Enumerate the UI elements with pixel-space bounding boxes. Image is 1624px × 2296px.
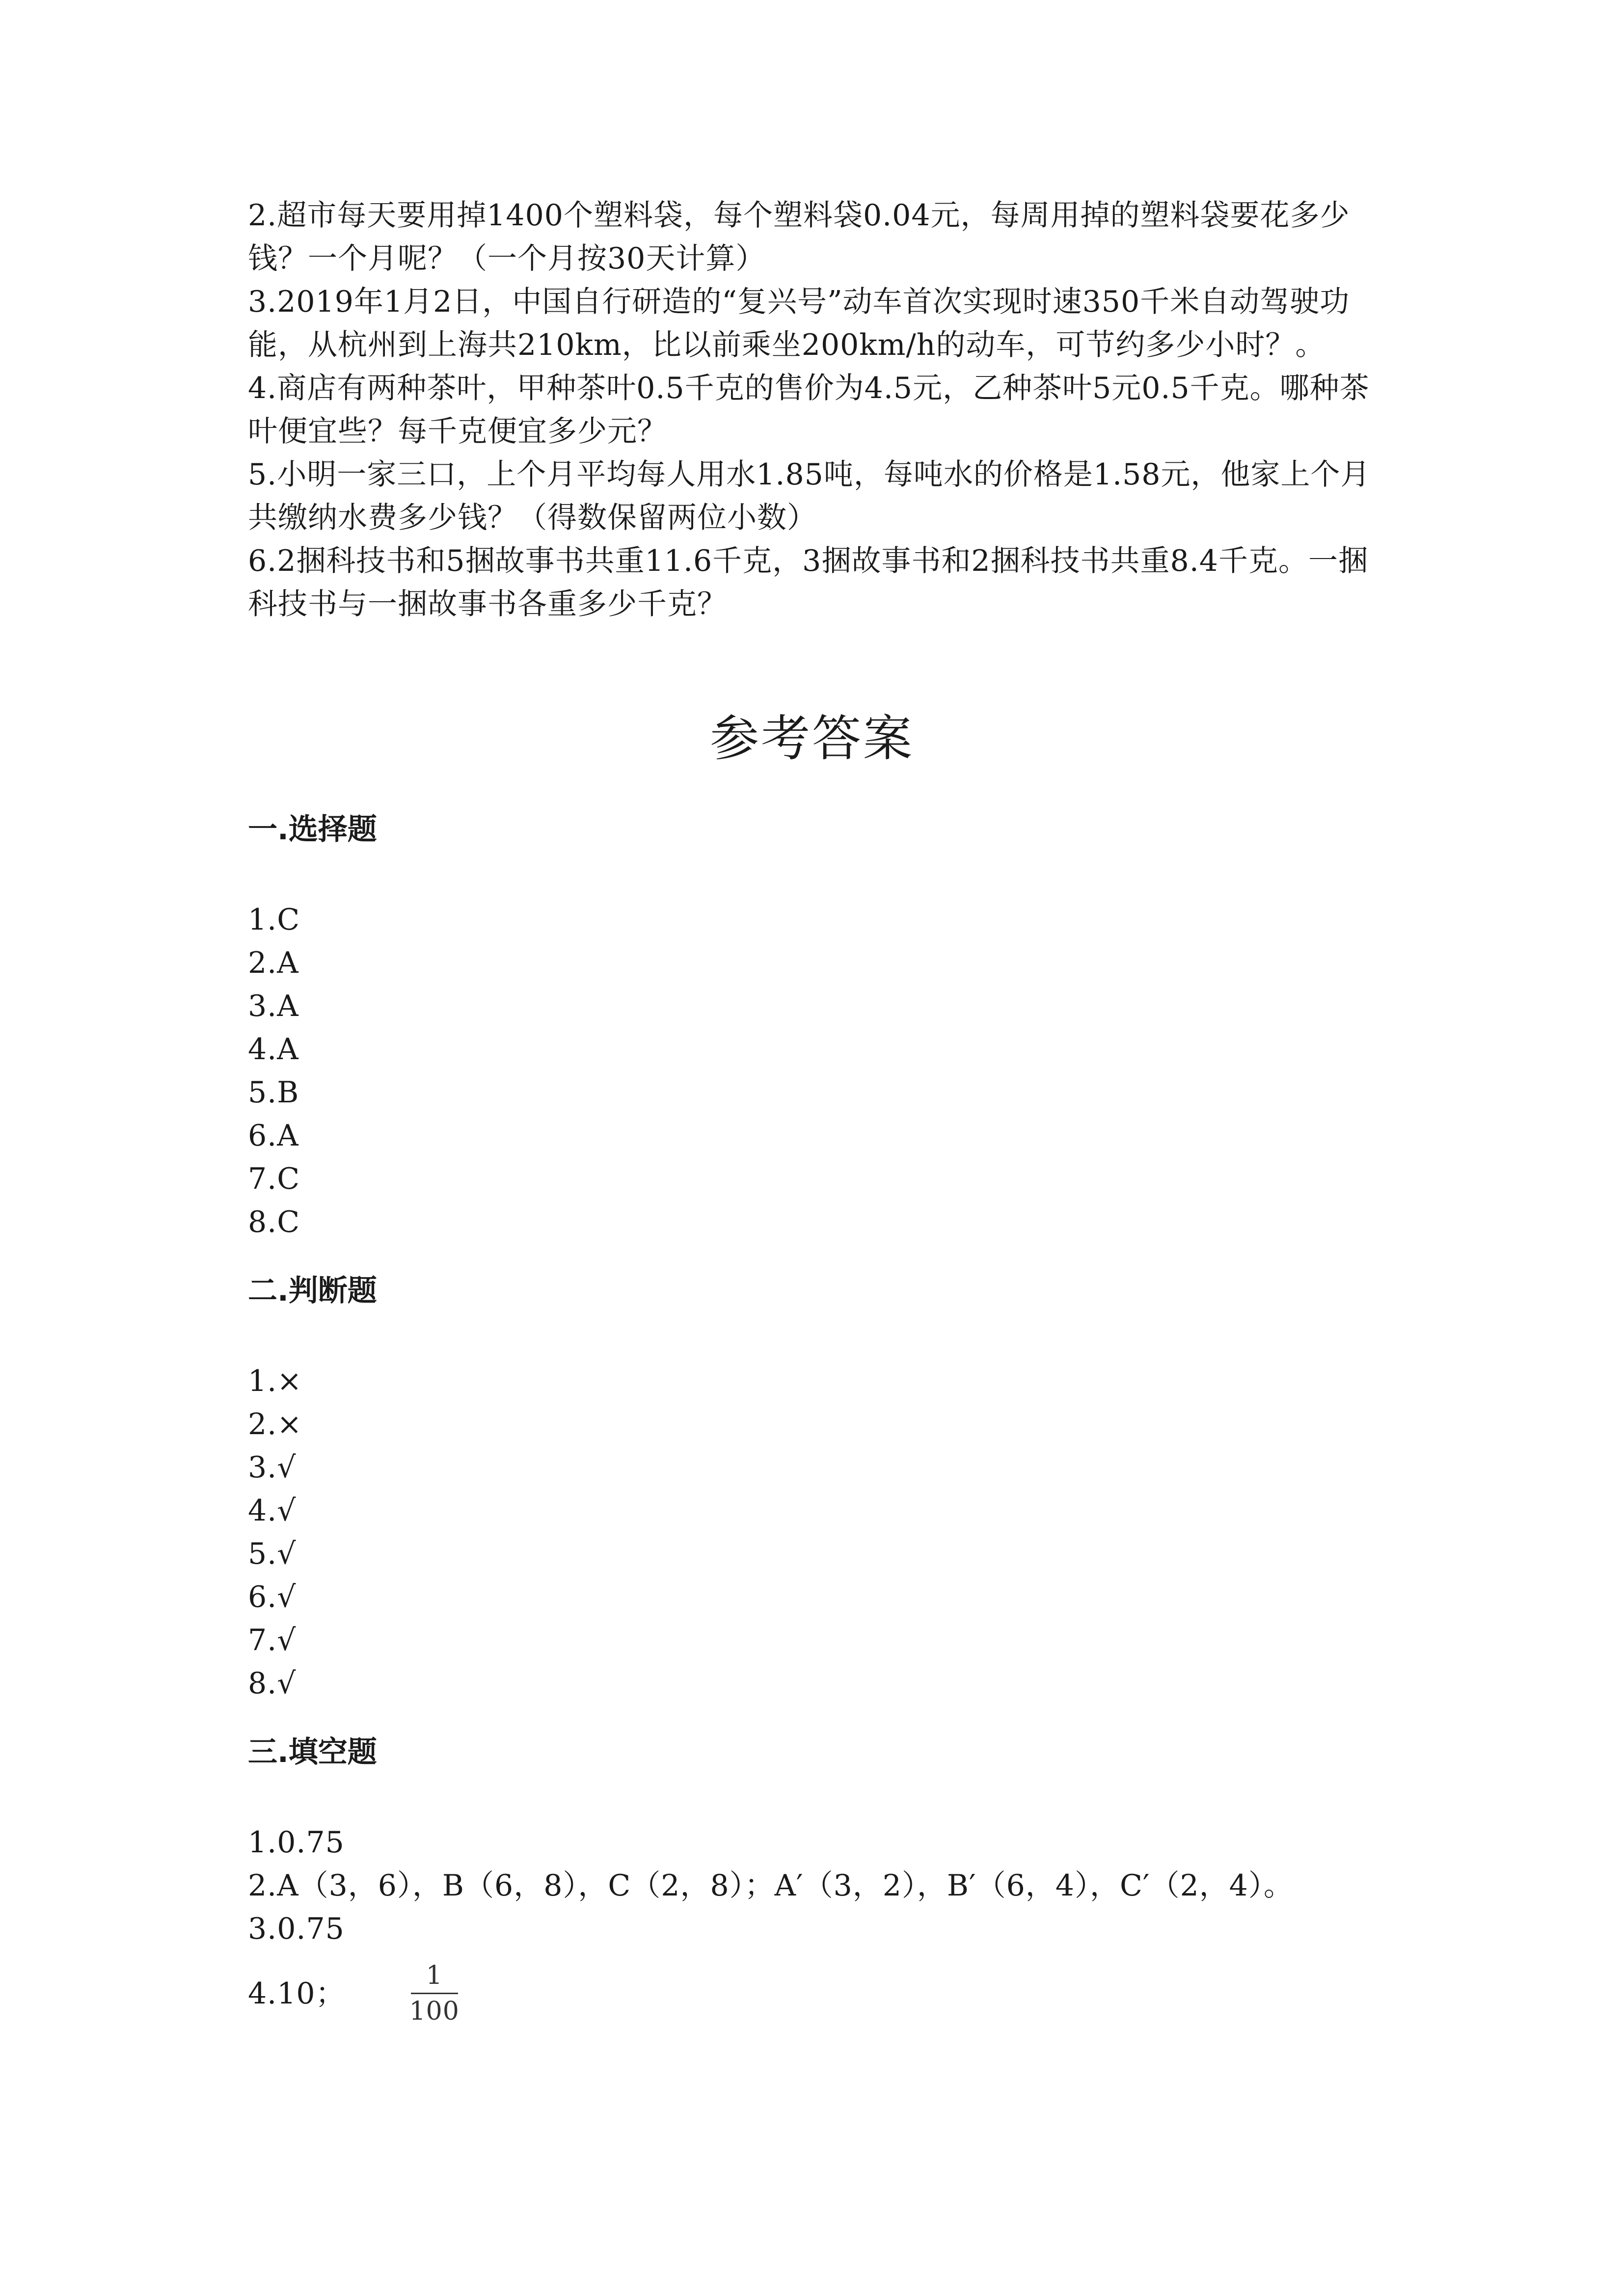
answer-item: 6.A [248,1119,299,1153]
problem-2: 2.超市每天要用掉1400个塑料袋，每个塑料袋0.04元，每周用掉的塑料袋要花多少钱？一个月呢？（一个月按30天计算） [248,198,1350,276]
answer-item: 5.√ [248,1537,297,1571]
fraction [409,1960,460,2027]
answer-item: 4.A [248,1032,299,1067]
answer-item: 3.0.75 [248,1912,345,1946]
fraction-denominator: 100 [409,1997,460,2026]
answer-item: 6.√ [248,1580,297,1614]
answer-item: 2.A（3，6），B（6，8），C（2，8）；A′（3，2），B′（6，4），C′（2，4）。 [248,1869,1294,1903]
answer-item: 2.× [248,1407,302,1442]
section-heading: 二.判断题 [248,1274,377,1308]
answer-item: 1.× [248,1364,302,1398]
answer-item: 1.0.75 [248,1825,345,1860]
fraction-numerator: 1 [426,1961,443,1990]
answer-key-title: 参考答案 [710,710,914,767]
answer-item: 1.C [248,903,300,937]
section-fill-in-blank [248,1733,1377,2027]
problem-list [248,194,1377,626]
answer-item: 7.√ [248,1623,297,1657]
answer-list [248,898,1377,1244]
answer-item-with-fraction [248,1960,1377,2027]
fraction-bar [411,1993,458,1994]
answer-item: 2.A [248,946,299,980]
answer-item: 3.A [248,989,299,1023]
answer-item: 8.√ [248,1666,297,1701]
problem-5: 5.小明一家三口，上个月平均每人用水1.85吨，每吨水的价格是1.58元，他家上个月共缴纳水费多少钱？（得数保留两位小数） [248,457,1371,535]
answer-item: 7.C [248,1162,300,1196]
answer-list [248,1821,1377,2027]
answer-item: 8.C [248,1205,300,1239]
section-heading: 三.填空题 [248,1735,377,1769]
section-multiple-choice [248,810,1377,1244]
problem-4: 4.商店有两种茶叶，甲种茶叶0.5千克的售价为4.5元，乙种茶叶5元0.5千克。哪种茶叶便宜些？每千克便宜多少元？ [248,371,1370,449]
section-true-false [248,1271,1377,1705]
answer-item: 3.√ [248,1450,297,1485]
answer-item-prefix: 4.10； [248,1976,346,2011]
section-heading: 一.选择题 [248,812,377,847]
problem-6: 6.2捆科技书和5捆故事书共重11.6千克，3捆故事书和2捆科技书共重8.4千克。一捆科技书与一捆故事书各重多少千克？ [248,544,1368,621]
answer-list [248,1360,1377,1705]
answer-item: 5.B [248,1075,299,1110]
problem-3: 3.2019年1月2日，中国自行研造的“复兴号”动车首次实现时速350千米自动驾驶功能，从杭州到上海共210km，比以前乘坐200km/h的动车，可节约多少小时？。 [248,285,1350,362]
answer-item: 4.√ [248,1494,297,1528]
